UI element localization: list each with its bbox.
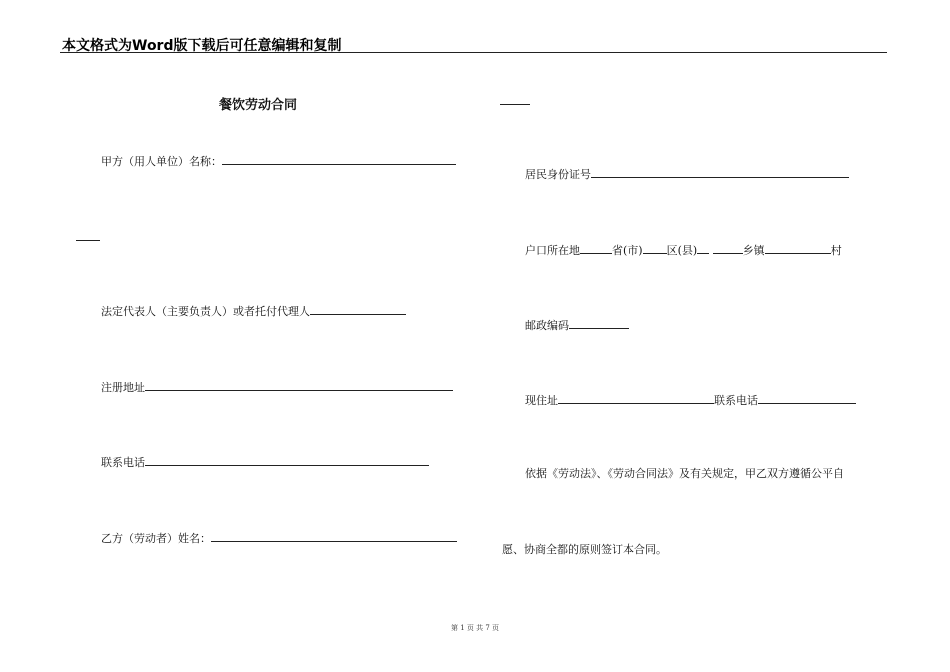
contact-phone-blank [758,393,856,404]
phone-label: 联系电话 [101,456,145,469]
contract-title: 餐饮劳动合同 [219,98,298,113]
hukou-province-blank [580,243,612,254]
current-address-blank [558,393,714,404]
hukou-province-label: 省(市) [612,244,643,257]
basis-line-2: 愿、协商全都的原则签订本合同。 [502,543,667,556]
current-address-label: 现住址 [525,394,558,407]
reg-address-blank [145,380,453,391]
document-header-title: 本文格式为Word版下载后可任意编辑和复制 [62,38,342,54]
hukou-district-label: 区(县) [666,244,698,257]
basis-line-1: 依据《劳动法》、《劳动合同法》及有关规定，甲乙双方遵循公平自 [525,467,844,480]
continuation-blank [76,240,100,241]
hukou-village-blank [765,243,831,254]
page-footer: 第 1 页 共 7 页 [450,624,500,632]
hukou-row [525,243,842,258]
legal-rep-label: 法定代表人（主要负责人）或者托付代理人 [101,305,310,318]
legal-rep-row [101,304,406,319]
hukou-district-blank [697,243,709,254]
postal-code-row [525,318,629,333]
phone-blank [145,455,429,466]
right-column-top-blank [500,104,530,105]
hukou-city-blank [643,243,667,254]
hukou-village-label: 村 [830,244,842,257]
id-number-blank [591,167,849,178]
legal-rep-blank [310,304,406,315]
party-a-name-label: 甲方（用人单位）名称： [101,155,222,168]
reg-address-row [101,380,453,395]
postal-code-label: 邮政编码 [525,319,569,332]
reg-address-label: 注册地址 [101,381,145,394]
current-address-row [525,393,856,408]
postal-code-blank [569,318,629,329]
header-divider [60,52,887,53]
phone-row [101,455,429,470]
party-a-name-row [101,154,456,169]
id-number-row [525,167,849,182]
party-b-name-row [101,531,457,546]
party-b-name-label: 乙方（劳动者）姓名： [101,532,211,545]
party-b-name-blank [211,531,457,542]
hukou-town-blank [713,243,743,254]
hukou-label: 户口所在地 [525,244,580,257]
party-a-name-blank [222,154,456,165]
hukou-town-label: 乡镇 [742,244,765,257]
contact-phone-label: 联系电话 [714,394,758,407]
id-number-label: 居民身份证号 [525,168,591,181]
